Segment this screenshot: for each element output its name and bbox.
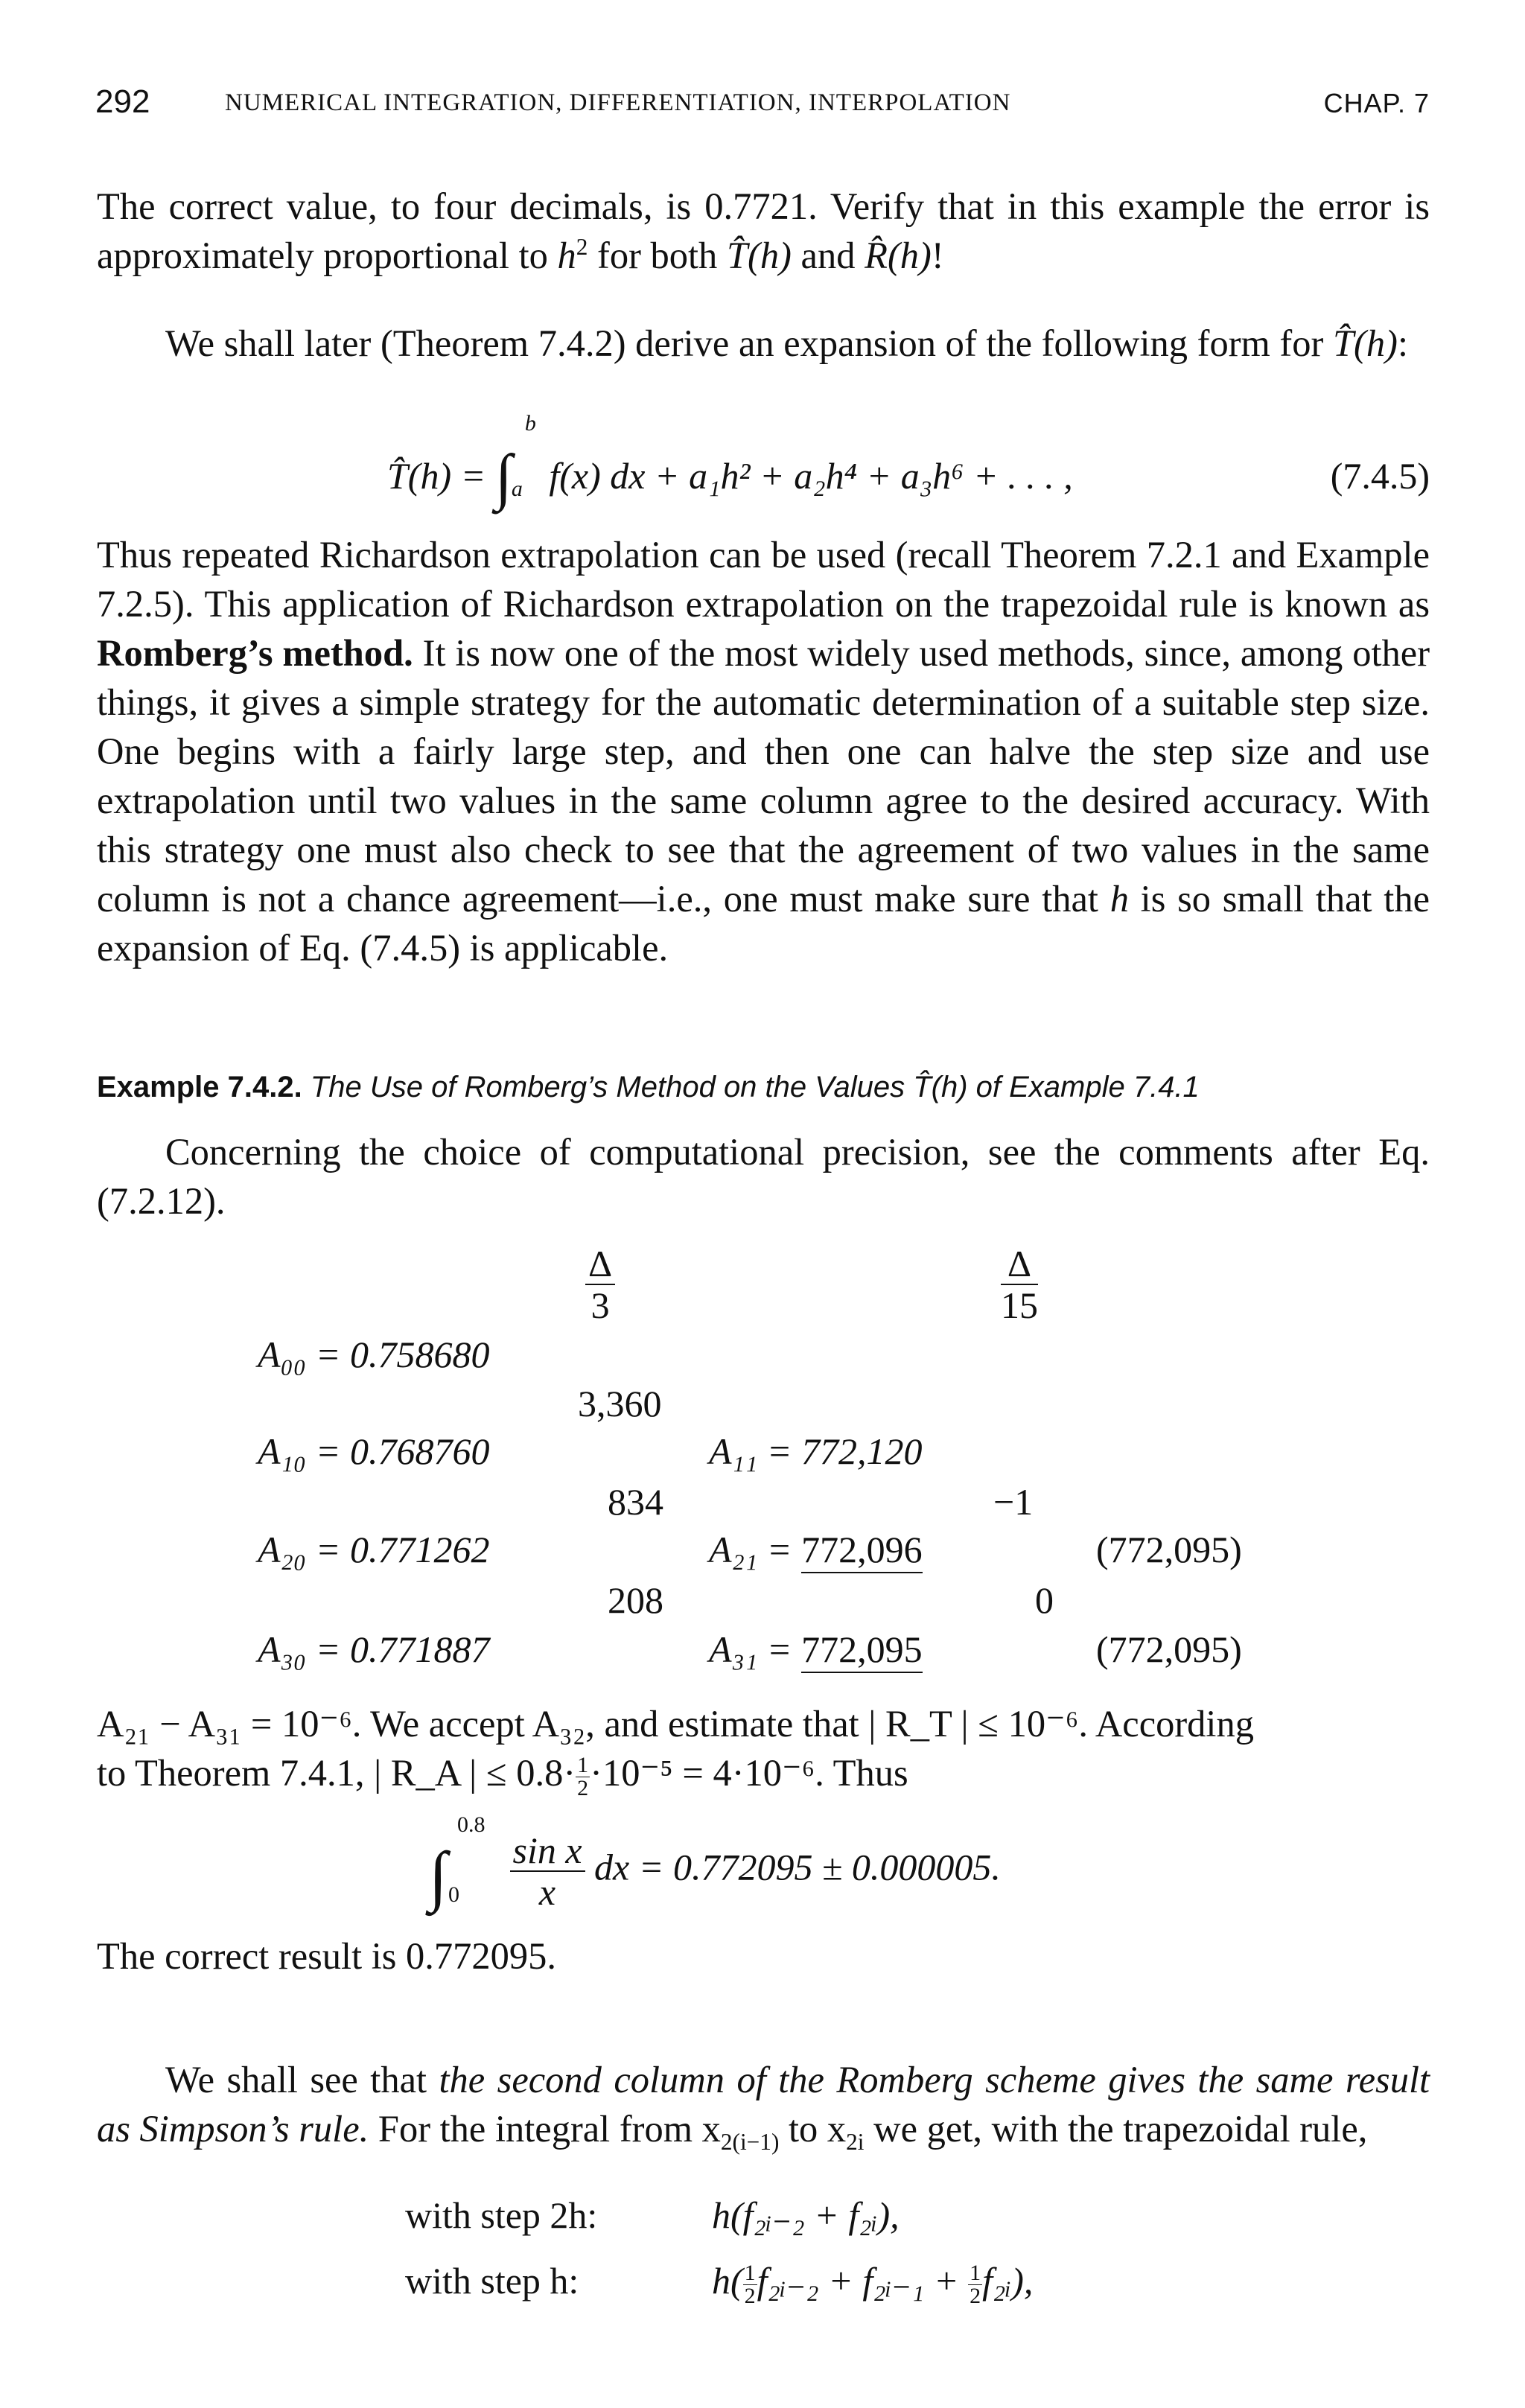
step-half2-n: 1 (970, 2261, 981, 2286)
p3-text-a: Thus repeated Richardson extrapolation can be used (recall Theorem 7.2.1 and Example 7.2.5). This application of Richardson extrapolation on the trapezoidal rule is known as (97, 534, 1430, 625)
example-label: Example 7.4.2. (97, 1071, 302, 1103)
p3-text-b: It is now one of the most widely used methods, since, among other things, it gives a simple strategy for the automatic determination of a suitable step size. One begins with a fairly large step, and then one can halve the step size and use extrapolation until two values in the same column agree to the desired accuracy. With this strategy one must also check to see that the agreement of two values in the same column is not a chance agreement—i.e., one must make sure that (97, 632, 1430, 920)
integral-sign-2: ∫ (429, 1838, 448, 1913)
running-header (95, 83, 1430, 128)
integral-sign: ∫ (494, 442, 512, 512)
frac-num: sin x (510, 1832, 585, 1872)
final-integral (429, 1812, 500, 1913)
p1-exp: 2 (576, 234, 588, 261)
step-h-part-a: h( (712, 2260, 743, 2302)
step-h-part-b: f₂ᵢ₋₂ + f₂ᵢ₋₁ + (757, 2260, 969, 2302)
diff-2: 834 (608, 1481, 663, 1523)
p1-h: h (557, 235, 576, 276)
page-number: 292 (95, 83, 150, 120)
romberg-method-term: Romberg’s method. (97, 632, 413, 674)
p7-text-a: We shall see that (165, 2059, 439, 2100)
example-title: The Use of Romberg’s Method on the Values T̂(h) of Example 7.4.1 (310, 1071, 1200, 1103)
table-header-delta-3 (585, 1245, 615, 1324)
step-2h-formula: h(f₂ᵢ₋₂ + f₂ᵢ), (712, 2194, 900, 2236)
running-title: NUMERICAL INTEGRATION, DIFFERENTIATION, INTERPOLATION (225, 89, 1011, 116)
paragraph-precision (97, 1127, 1430, 1226)
paragraph-expansion-intro (97, 319, 1430, 368)
A31-value: 772,095 (801, 1628, 923, 1673)
step-h-label: with step h: (405, 2260, 579, 2302)
sinx-over-x (510, 1829, 585, 1913)
step-half1-n: 1 (744, 2261, 756, 2286)
cell-A30: A₃₀ = 0.771887 (258, 1628, 490, 1670)
p5-half-d: 2 (577, 1775, 589, 1800)
cell-A21 (709, 1528, 923, 1571)
eq745-lhs: T̂(h) = (387, 455, 486, 497)
eq745-rhs: f(x) dx + a₁h² + a₂h⁴ + a₃h⁶ + . . . , (549, 455, 1073, 497)
result-2: (772,095) (1096, 1628, 1242, 1670)
equation-final-integral (429, 1812, 1001, 1913)
eq745-lower-limit: a (511, 477, 523, 501)
p2-T-hat: T̂(h) (1332, 322, 1398, 364)
cell-A31 (709, 1628, 923, 1671)
A21-value: 772,096 (801, 1529, 923, 1573)
step-half2-d: 2 (970, 2284, 981, 2309)
p5-half-n: 1 (577, 1752, 589, 1777)
eq745-upper-limit: b (524, 411, 536, 436)
diff-3: 208 (608, 1579, 663, 1621)
diff-1: 3,360 (578, 1383, 662, 1424)
p3-h: h (1109, 878, 1129, 920)
p1-text-b: for both (588, 235, 727, 276)
paragraph-correct-result: The correct result is 0.772095. (97, 1935, 557, 1977)
diff2-2: 0 (1035, 1579, 1054, 1621)
p4-text: Concerning the choice of computational precision, see the comments after Eq. (7.2.12). (97, 1131, 1430, 1222)
p1-T-hat: T̂(h) (726, 235, 792, 276)
p5-line2 (97, 1748, 1254, 1800)
cell-A00: A₀₀ = 0.758680 (258, 1334, 490, 1375)
table-header-delta-15 (1001, 1245, 1038, 1324)
p7-sub2: 2i (846, 2129, 865, 2156)
paragraph-accept (97, 1699, 1254, 1800)
p7-italic: the second column of the Romberg scheme gives the same result as Simpson’s rule. (97, 2059, 1430, 2150)
den-3: 3 (590, 1284, 610, 1326)
den-15: 15 (1001, 1284, 1038, 1326)
paragraph-romberg-method (97, 530, 1430, 972)
cell-A20: A₂₀ = 0.771262 (258, 1529, 490, 1570)
paragraph-correct-value (97, 182, 1430, 280)
delta-1: Δ (585, 1245, 615, 1285)
step-h-formula (712, 2259, 1033, 2307)
eq745-integral (494, 411, 540, 512)
p7-sub1: 2(i−1) (720, 2129, 780, 2156)
A21-lhs: A₂₁ = (709, 1529, 802, 1570)
frac-den: x (538, 1871, 556, 1913)
chapter-label: CHAP. 7 (1323, 88, 1430, 118)
delta-2: Δ (1001, 1245, 1038, 1285)
p1-R-hat: R̂(h) (865, 235, 932, 276)
A31-lhs: A₃₁ = (709, 1628, 802, 1670)
p5-line2a: to Theorem 7.4.1, | R_A | ≤ 0.8· (97, 1752, 576, 1794)
result-1: (772,095) (1096, 1529, 1242, 1570)
equation-7-4-5 (387, 411, 1073, 512)
p7-text-d: we get, with the trapezoidal rule, (864, 2108, 1368, 2150)
step-half1-d: 2 (744, 2284, 756, 2309)
example-heading (97, 1071, 1200, 1104)
cell-A11: A₁₁ = 772,120 (709, 1430, 923, 1472)
cell-A10: A₁₀ = 0.768760 (258, 1430, 490, 1472)
p2-colon: : (1397, 322, 1408, 364)
final-rhs: dx = 0.772095 ± 0.000005. (594, 1846, 1001, 1888)
step-2h-label: with step 2h: (405, 2194, 598, 2236)
p7-text-c: to x (779, 2108, 847, 2150)
diff2-1: −1 (993, 1481, 1034, 1523)
p5-line2b: ·10⁻⁵ = 4·10⁻⁶. Thus (590, 1752, 908, 1794)
p1-and: and (791, 235, 865, 276)
step-h-part-c: f₂ᵢ), (982, 2260, 1034, 2302)
equation-number-7-4-5: (7.4.5) (1330, 455, 1430, 497)
p1-end: ! (931, 235, 944, 276)
p3-text-c: is so small that the expansion of Eq. (7.4.5) is applicable. (97, 878, 1430, 969)
final-lower-limit: 0 (448, 1882, 459, 1907)
p1-text-a: The correct value, to four decimals, is 0.7721. Verify that in this example the error is approximately proportional to (97, 185, 1430, 276)
p5-line1: A₂₁ − A₃₁ = 10⁻⁶. We accept A₃₂, and estimate that | R_T | ≤ 10⁻⁶. According (97, 1703, 1254, 1745)
p2-text: We shall later (Theorem 7.4.2) derive an expansion of the following form for (165, 322, 1333, 364)
final-upper-limit: 0.8 (457, 1812, 485, 1837)
p7-text-b: For the integral from x (369, 2108, 721, 2150)
paragraph-simpson (97, 2055, 1430, 2156)
